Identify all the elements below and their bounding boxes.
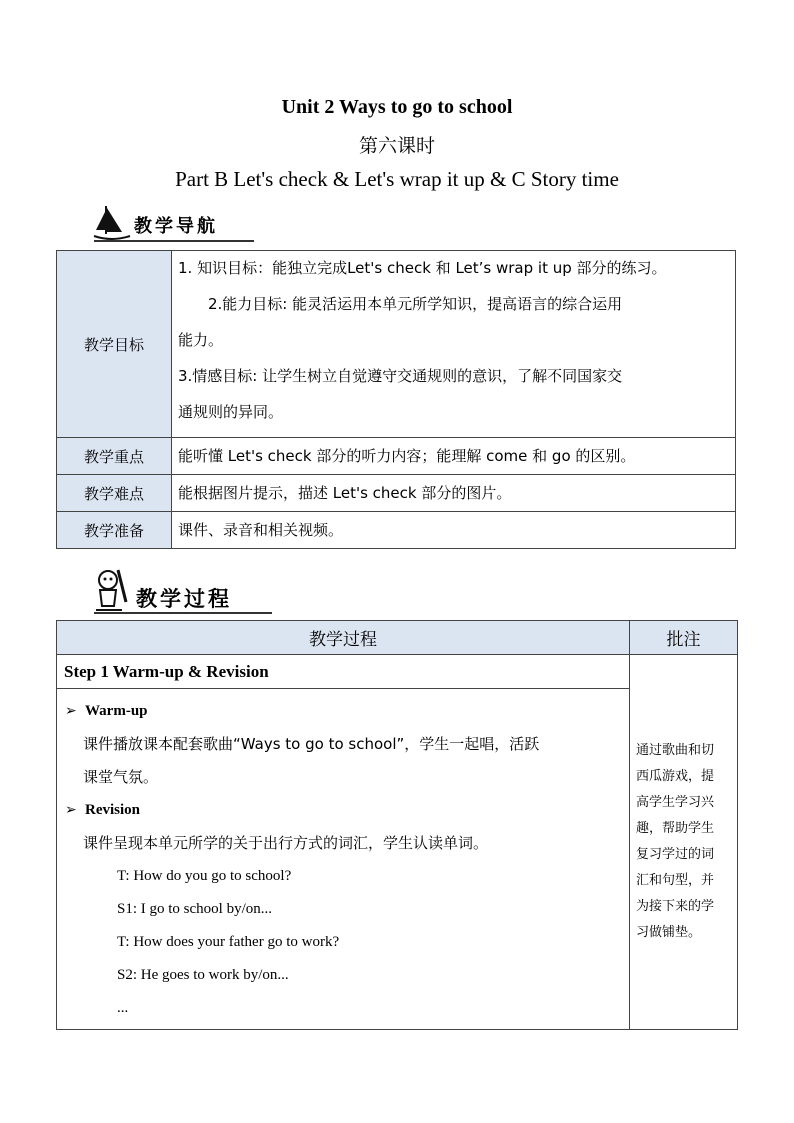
teaching-process-label: 教学过程 [136, 587, 232, 611]
table-header-row [57, 621, 738, 655]
row-label: 教学重点 [57, 438, 172, 475]
goals-content [172, 251, 736, 438]
step-title: Step 1 Warm-up & Revision [57, 655, 630, 689]
row-label: 教学难点 [57, 475, 172, 512]
row-content: 能听懂 Let's check 部分的听力内容；能理解 come 和 go 的区别。 [172, 438, 736, 475]
dialogue-line: S2: He goes to work by/on... [117, 967, 289, 983]
note-line: 趣，帮助学生 [635, 821, 714, 836]
warmup-heading: ➢ Warm-up [65, 695, 623, 728]
table-row [57, 438, 736, 475]
row-content: 能根据图片提示，描述 Let's check 部分的图片。 [172, 475, 736, 512]
process-column-header: 教学过程 [57, 621, 630, 655]
step-body [57, 689, 630, 1030]
table-row [57, 655, 738, 689]
goal-line: 1. 知识目标：能独立完成Let's check 和 Let’s wrap it up 部分的练习。 [178, 259, 667, 277]
note-line: 通过歌曲和切 [635, 743, 714, 758]
lesson-part: Part B Let's check & Let's wrap it up & C Story time [175, 167, 619, 191]
note-line: 汇和句型，并 [635, 873, 714, 888]
note-cell [629, 655, 737, 1030]
warmup-line: 课件播放课本配套歌曲“Ways to go to school”，学生一起唱，活跃 [83, 735, 540, 753]
note-line: 西瓜游戏，提 [635, 769, 714, 784]
note-line: 习做铺垫。 [635, 925, 701, 940]
goal-line: 3.情感目标: 让学生树立自觉遵守交通规则的意识，了解不同国家交 [178, 367, 623, 385]
dialogue-line: ... [117, 1000, 129, 1016]
sailboat-icon [92, 200, 132, 242]
teaching-process-banner [92, 566, 277, 612]
table-row [57, 512, 736, 549]
teaching-guide-banner [92, 200, 262, 246]
lesson-number: 第六课时 [358, 135, 435, 157]
row-content: 课件、录音和相关视频。 [172, 512, 736, 549]
revision-heading: ➢ Revision [65, 794, 623, 827]
dialogue-line: S1: I go to school by/on... [117, 901, 273, 917]
dialogue-line: T: How does your father go to work? [117, 934, 340, 950]
goal-line: 2.能力目标: 能灵活运用本单元所学知识，提高语言的综合运用 [178, 295, 623, 313]
unit-title: Unit 2 Ways to go to school [281, 96, 513, 118]
goal-line: 能力。 [178, 331, 224, 349]
teaching-goals-table [56, 250, 736, 549]
pencil-mascot-icon [92, 566, 132, 612]
revision-intro: 课件呈现本单元所学的关于出行方式的词汇，学生认读单词。 [83, 834, 489, 852]
arrow-bullet-icon: ➢ [65, 703, 77, 719]
goal-line: 通规则的异同。 [178, 403, 284, 421]
arrow-bullet-icon: ➢ [65, 802, 77, 818]
note-column-header: 批注 [629, 621, 737, 655]
teaching-process-table [56, 620, 738, 1030]
note-line: 复习学过的词 [635, 847, 714, 862]
row-label: 教学准备 [57, 512, 172, 549]
table-row [57, 251, 736, 438]
teaching-guide-label: 教学导航 [134, 216, 218, 237]
warmup-line: 课堂气氛。 [83, 768, 159, 786]
row-label: 教学目标 [57, 251, 172, 438]
dialogue-line: T: How do you go to school? [117, 868, 292, 884]
note-line: 为接下来的学 [635, 899, 714, 914]
note-line: 高学生学习兴 [635, 795, 714, 810]
table-row [57, 475, 736, 512]
